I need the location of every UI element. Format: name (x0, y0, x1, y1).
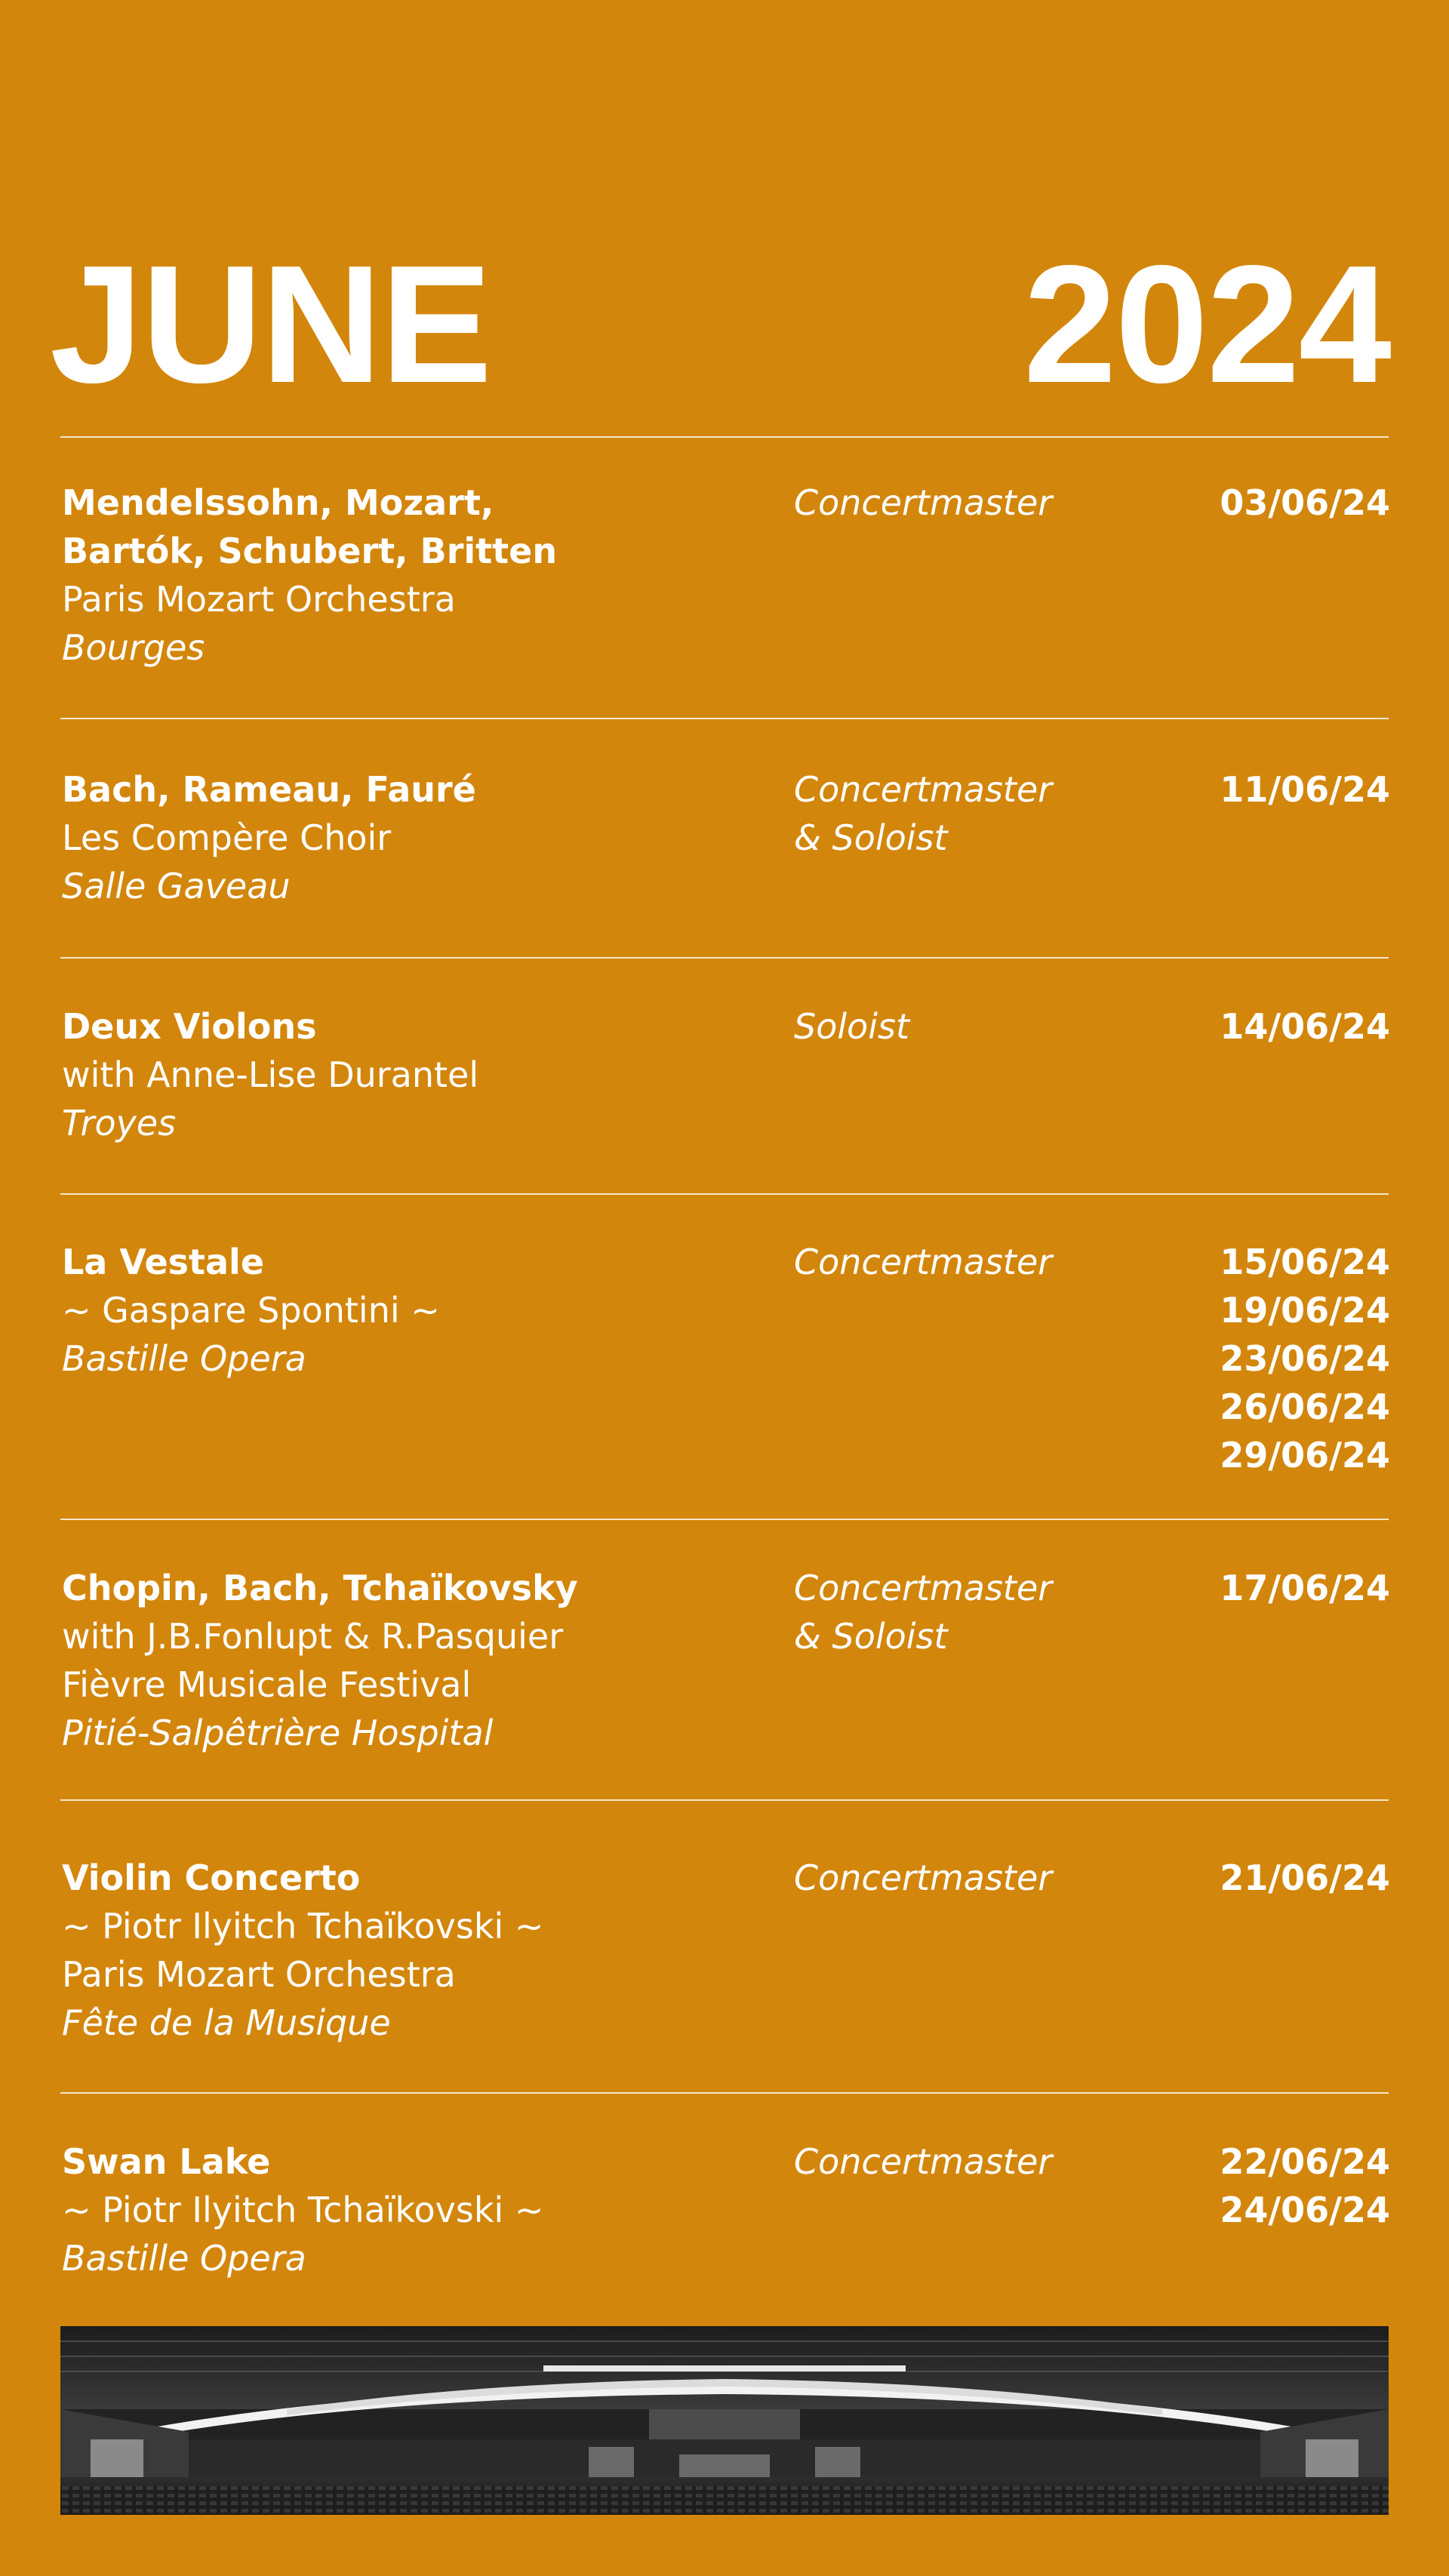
concert-subtitle: with Anne-Lise Durantel (62, 1054, 479, 1095)
concert-title: Violin Concerto (62, 1857, 361, 1898)
concert-date: 15/06/24 (1220, 1242, 1390, 1282)
concert-details (62, 1854, 756, 2047)
role-label: Soloist (794, 1006, 910, 1047)
concert-subtitle: ~ Piotr Ilyitch Tchaïkovski ~ (62, 1906, 544, 1947)
concert-title: Bach, Rameau, Fauré (62, 769, 476, 810)
role-label: Concertmaster (794, 482, 1053, 523)
concert-role (794, 2137, 1126, 2186)
concert-subtitle: ~ Piotr Ilyitch Tchaïkovski ~ (62, 2190, 544, 2230)
concert-role (794, 1854, 1126, 1902)
concert-dates (1220, 1854, 1390, 1902)
concert-venue: Bastille Opera (62, 1338, 306, 1379)
concert-date: 23/06/24 (1220, 1338, 1390, 1379)
divider (60, 1799, 1389, 1801)
concert-role (794, 1002, 1126, 1051)
role-label: & Soloist (794, 817, 948, 858)
concert-date: 26/06/24 (1220, 1386, 1390, 1427)
concert-date: 17/06/24 (1220, 1568, 1390, 1608)
concert-title: Swan Lake (62, 2141, 271, 2182)
concert-title: Mendelssohn, Mozart, (62, 482, 494, 523)
month-heading: JUNE (50, 231, 491, 418)
concert-subtitle: Fièvre Musicale Festival (62, 1664, 472, 1705)
concert-venue: Pitié-Salpêtrière Hospital (62, 1713, 494, 1753)
concert-date: 19/06/24 (1220, 1290, 1390, 1331)
concert-date: 14/06/24 (1220, 1006, 1390, 1047)
concert-subtitle: with J.B.Fonlupt & R.Pasquier (62, 1616, 564, 1657)
divider (60, 957, 1389, 959)
divider (60, 436, 1389, 438)
concert-date: 22/06/24 (1220, 2141, 1390, 2182)
concert-venue: Bastille Opera (62, 2238, 306, 2279)
concert-date: 21/06/24 (1220, 1857, 1390, 1898)
concert-hall-illustration (60, 2326, 1389, 2515)
concert-role (794, 765, 1126, 862)
concert-subtitle: Paris Mozart Orchestra (62, 579, 456, 620)
concert-title: La Vestale (62, 1242, 265, 1282)
divider (60, 718, 1389, 719)
page-header (50, 231, 1390, 418)
concert-dates (1220, 765, 1390, 814)
concert-date: 03/06/24 (1220, 482, 1390, 523)
concert-details (62, 765, 756, 910)
concert-subtitle: Les Compère Choir (62, 817, 392, 858)
concert-title: Bartók, Schubert, Britten (62, 531, 558, 571)
concert-details (62, 1238, 756, 1383)
concert-venue: Fête de la Musique (62, 2002, 391, 2043)
role-label: Concertmaster (794, 2141, 1053, 2182)
divider (60, 2092, 1389, 2094)
concert-title: Deux Violons (62, 1006, 317, 1047)
concert-venue: Salle Gaveau (62, 866, 291, 906)
concert-hall-photo (60, 2326, 1389, 2515)
concert-dates (1220, 1238, 1390, 1479)
concert-date: 29/06/24 (1220, 1435, 1390, 1476)
concert-dates (1220, 1564, 1390, 1612)
divider (60, 1519, 1389, 1520)
concert-title: Chopin, Bach, Tchaïkovsky (62, 1568, 578, 1608)
concert-date: 11/06/24 (1220, 769, 1390, 810)
concert-details (62, 479, 756, 672)
concert-dates (1220, 1002, 1390, 1051)
concert-date: 24/06/24 (1220, 2190, 1390, 2230)
concert-details (62, 2137, 756, 2282)
concert-venue: Troyes (62, 1103, 177, 1143)
concert-dates (1220, 2137, 1390, 2234)
concert-dates (1220, 479, 1390, 527)
role-label: Concertmaster (794, 769, 1053, 810)
concert-subtitle: Paris Mozart Orchestra (62, 1954, 456, 1995)
concert-details (62, 1002, 756, 1147)
year-heading: 2024 (1023, 231, 1390, 418)
role-label: Concertmaster (794, 1242, 1053, 1282)
concert-role (794, 1238, 1126, 1286)
concert-subtitle: ~ Gaspare Spontini ~ (62, 1290, 440, 1331)
concert-role (794, 479, 1126, 527)
concert-role (794, 1564, 1126, 1660)
divider (60, 1193, 1389, 1195)
concert-details (62, 1564, 756, 1757)
concert-venue: Bourges (62, 627, 205, 668)
role-label: & Soloist (794, 1616, 948, 1657)
role-label: Concertmaster (794, 1857, 1053, 1898)
role-label: Concertmaster (794, 1568, 1053, 1608)
